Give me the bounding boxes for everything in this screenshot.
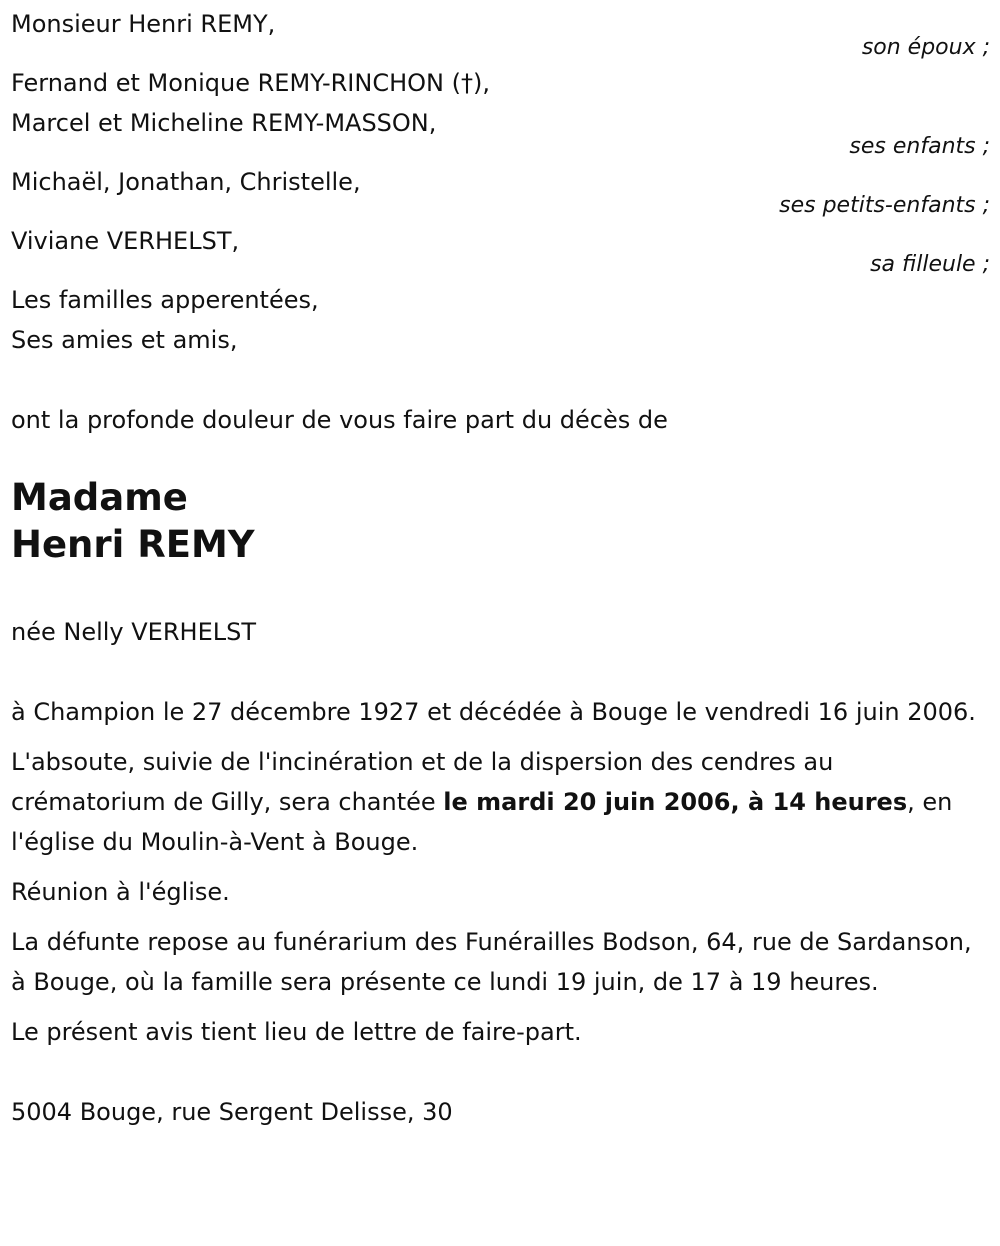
family-member-line: Monsieur Henri REMY, <box>11 10 276 38</box>
mourners-line: Les familles apperentées, <box>11 286 319 314</box>
family-member-line: Michaël, Jonathan, Christelle, <box>11 168 361 196</box>
family-group-grandchildren <box>11 162 991 218</box>
dates-paragraph: à Champion le 27 décembre 1927 et décédée à Bouge le vendredi 16 juin 2006. <box>11 698 976 726</box>
ceremony-datetime: le mardi 20 juin 2006, à 14 heures <box>443 788 908 816</box>
family-member-line: Fernand et Monique REMY-RINCHON (†), <box>11 69 490 97</box>
relation-label: ses petits-enfants ; <box>779 193 990 218</box>
family-group-spouse <box>11 4 991 60</box>
announcement-text: ont la profonde douleur de vous faire part du décès de <box>11 406 668 434</box>
family-member-line: Marcel et Micheline REMY-MASSON, <box>11 109 437 137</box>
ceremony-paragraph <box>11 742 991 862</box>
other-mourners <box>11 280 991 360</box>
deceased-name <box>11 474 991 568</box>
ceremony-text: L'absoute, suivie de l'incinération et de la dispersion des cendres au crématorium de Gilly, sera chantée <box>11 748 834 816</box>
deceased-full-name: Henri REMY <box>11 523 255 566</box>
reunion-paragraph: Réunion à l'église. <box>11 878 230 906</box>
mourners-line: Ses amies et amis, <box>11 326 238 354</box>
birth-name: née Nelly VERHELST <box>11 618 256 646</box>
ceremony-location: , en l'église du Moulin-à-Vent à Bouge. <box>11 788 953 856</box>
address-line: 5004 Bouge, rue Sergent Delisse, 30 <box>11 1098 453 1126</box>
deceased-title: Madame <box>11 476 188 519</box>
relation-label: sa filleule ; <box>870 252 990 277</box>
notice-paragraph: Le présent avis tient lieu de lettre de faire-part. <box>11 1018 582 1046</box>
family-group-goddaughter <box>11 221 991 277</box>
relation-label: ses enfants ; <box>849 134 990 159</box>
obituary-notice <box>11 4 991 1132</box>
relation-label: son époux ; <box>861 35 990 60</box>
visitation-paragraph: La défunte repose au funérarium des Funérailles Bodson, 64, rue de Sardanson, à Bouge, où la famille sera présente ce lundi 19 juin, de 17 à 19 heures. <box>11 928 972 996</box>
family-group-children <box>11 63 991 159</box>
family-member-line: Viviane VERHELST, <box>11 227 240 255</box>
